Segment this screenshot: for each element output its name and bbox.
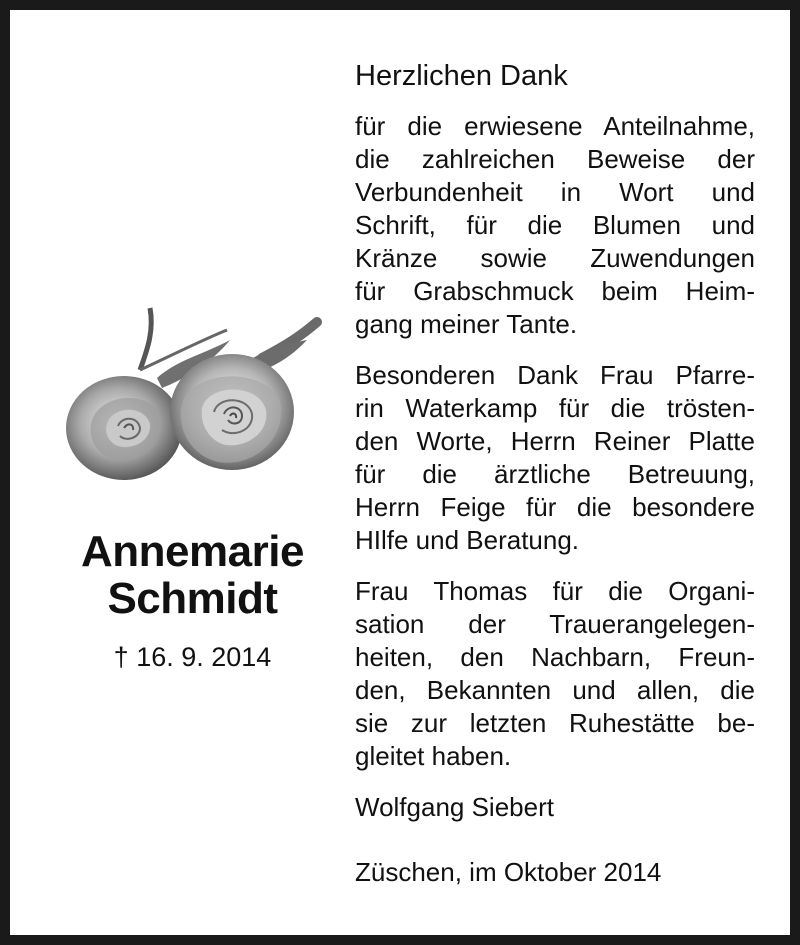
paragraph-2: [355, 359, 755, 557]
text-line: für die ärztliche Betreuung,: [355, 459, 755, 489]
text-line: die zahlreichen Beweise der: [355, 144, 755, 174]
text-line: HIlfe und Beratung.: [355, 525, 580, 555]
deceased-last-name: Schmidt: [107, 574, 278, 623]
signature: Wolfgang Siebert: [355, 792, 554, 822]
heading: Herzlichen Dank: [355, 60, 568, 92]
roses-icon: [62, 300, 332, 490]
paragraph-3: [355, 575, 755, 773]
text-line: heiten, den Nachbarn, Freun-: [355, 642, 755, 672]
text-line: Besonderen Dank Frau Pfarre-: [355, 360, 755, 390]
text-line: für Grabschmuck beim Heim-: [355, 276, 755, 306]
text-line: gleitet haben.: [355, 741, 512, 771]
deceased-first-name: Annemarie: [81, 527, 304, 576]
text-line: Kränze sowie Zuwendungen: [355, 243, 755, 273]
text-line: sie zur letzten Ruhestätte be-: [355, 708, 755, 738]
text-line: Frau Thomas für die Organi-: [355, 576, 755, 606]
thanks-text: [355, 56, 755, 889]
text-line: rin Waterkamp für die trösten-: [355, 393, 755, 423]
deceased-block: [50, 528, 335, 672]
text-line: gang meiner Tante.: [355, 309, 578, 339]
text-line: den, Bekannten und allen, die: [355, 675, 755, 705]
paragraph-1: [355, 110, 755, 341]
text-line: sation der Trauerangelegen-: [355, 609, 755, 639]
text-line: Schrift, für die Blumen und: [355, 210, 755, 240]
death-date: † 16. 9. 2014: [113, 642, 272, 672]
text-line: den Worte, Herrn Reiner Platte: [355, 426, 755, 456]
text-line: Herrn Feige für die besondere: [355, 492, 755, 522]
text-line: für die erwiesene Anteilnahme,: [355, 111, 755, 141]
text-line: Verbundenheit in Wort und: [355, 177, 755, 207]
place-date: Züschen, im Oktober 2014: [355, 857, 662, 887]
